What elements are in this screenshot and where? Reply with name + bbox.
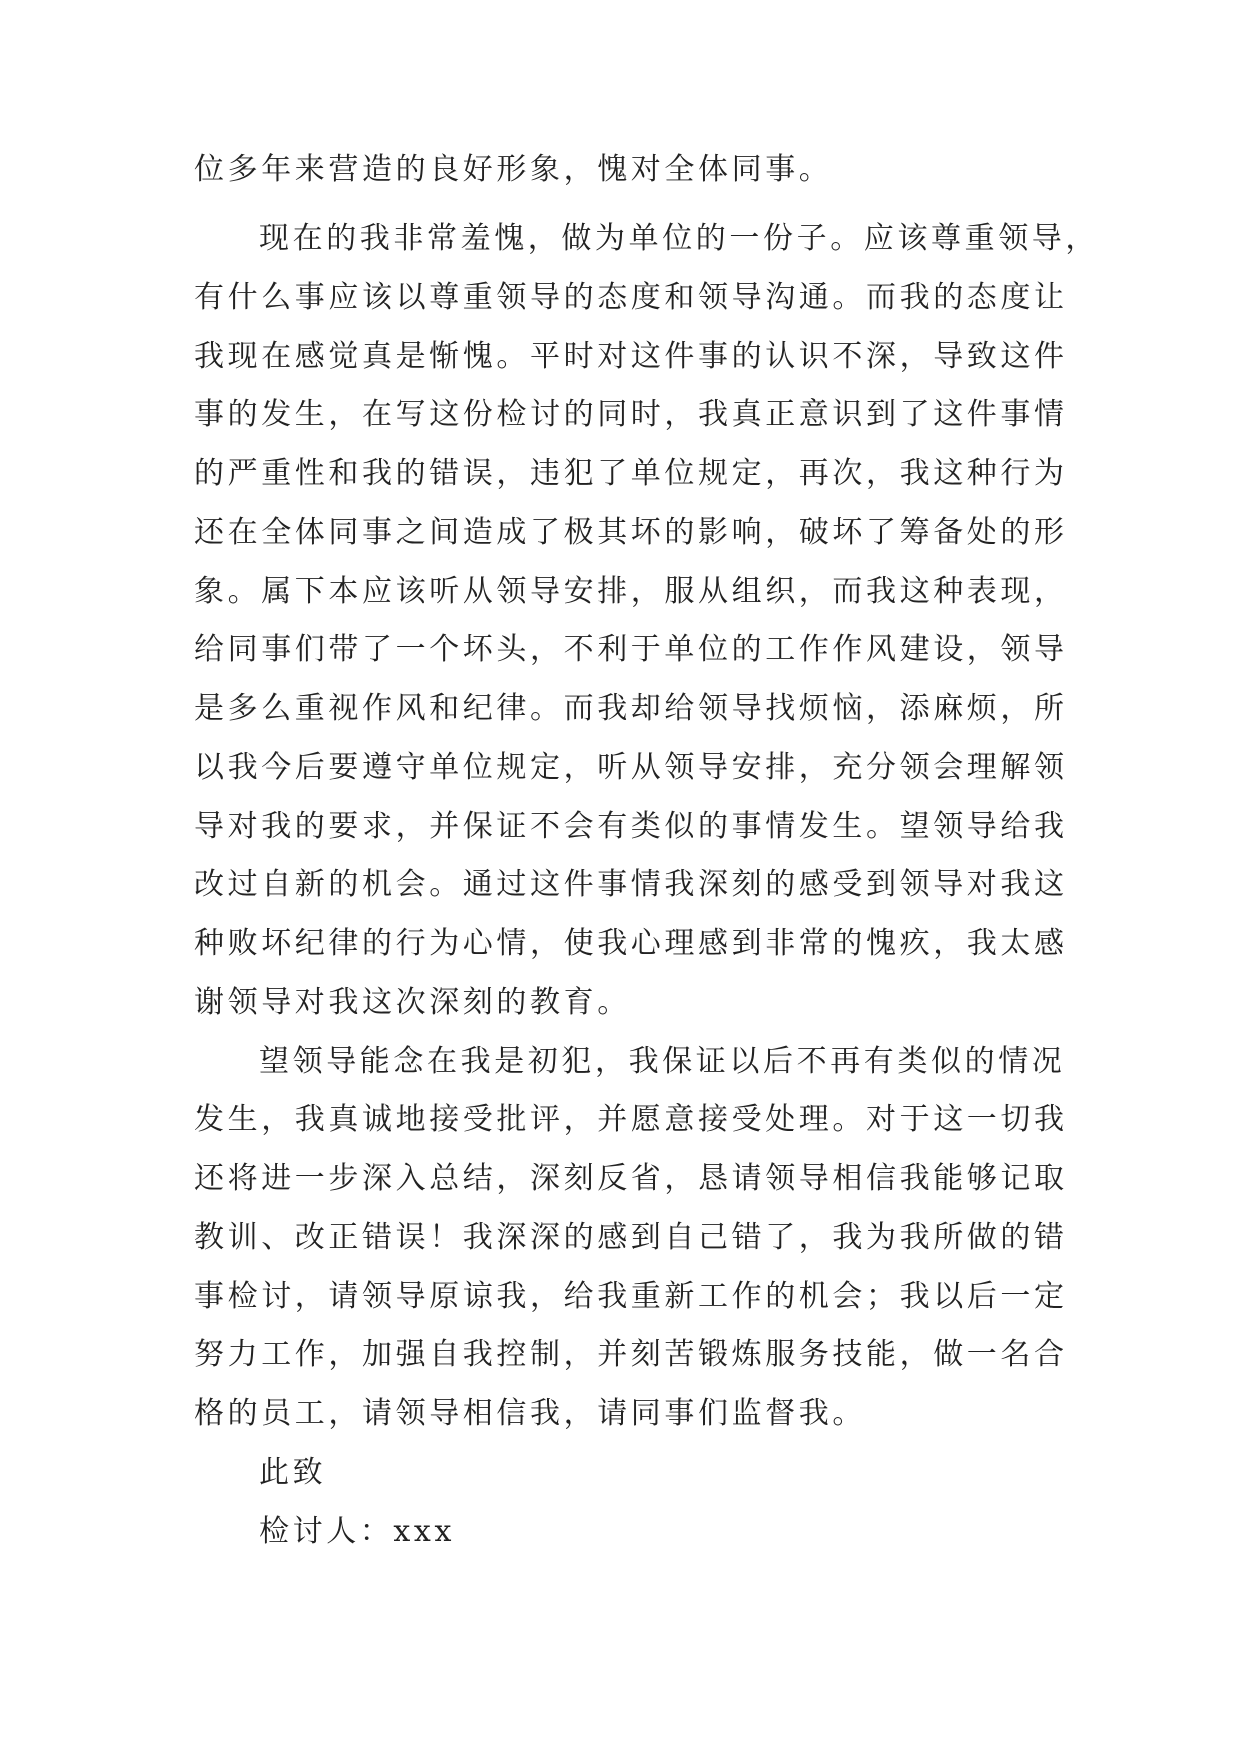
text-line-11: 以我今后要遵守单位规定，听从领导安排，充分领会理解领 (194, 750, 1068, 785)
text-line-17: 发生，我真诚地接受批评，并愿意接受处理。对于这一切我 (194, 1102, 1068, 1137)
text-line-2: 现在的我非常羞愧，做为单位的一份子。应该尊重领导， (259, 221, 1099, 256)
text-line-22: 格的员工，请领导相信我，请同事们监督我。 (194, 1396, 866, 1431)
text-line-10: 是多么重视作风和纪律。而我却给领导找烦恼，添麻烦，所 (194, 691, 1068, 726)
text-line-5: 事的发生，在写这份检讨的同时，我真正意识到了这件事情 (194, 397, 1068, 432)
text-line-19: 教训、改正错误！我深深的感到自己错了，我为我所做的错 (194, 1220, 1068, 1255)
text-line-18: 还将进一步深入总结，深刻反省，恳请领导相信我能够记取 (194, 1161, 1068, 1196)
text-line-3: 有什么事应该以尊重领导的态度和领导沟通。而我的态度让 (194, 280, 1068, 315)
text-line-8: 象。属下本应该听从领导安排，服从组织，而我这种表现， (194, 574, 1068, 609)
text-line-15: 谢领导对我这次深刻的教育。 (194, 985, 631, 1020)
text-line-21: 努力工作，加强自我控制，并刻苦锻炼服务技能，做一名合 (194, 1337, 1068, 1372)
text-line-16: 望领导能念在我是初犯，我保证以后不再有类似的情况 (259, 1044, 1066, 1079)
text-line-4: 我现在感觉真是惭愧。平时对这件事的认识不深，导致这件 (194, 339, 1068, 374)
text-line-20: 事检讨，请领导原谅我，给我重新工作的机会；我以后一定 (194, 1279, 1068, 1314)
text-line-12: 导对我的要求，并保证不会有类似的事情发生。望领导给我 (194, 809, 1068, 844)
text-line-14: 种败坏纪律的行为心情，使我心理感到非常的愧疚，我太感 (194, 926, 1068, 961)
text-line-13: 改过自新的机会。通过这件事情我深刻的感受到领导对我这 (194, 867, 1068, 902)
closing-salutation: 此致 (259, 1455, 327, 1490)
text-line-7: 还在全体同事之间造成了极其坏的影响，破坏了筹备处的形 (194, 515, 1068, 550)
text-line-9: 给同事们带了一个坏头，不利于单位的工作作风建设，领导 (194, 632, 1068, 667)
text-line-1: 位多年来营造的良好形象，愧对全体同事。 (194, 152, 833, 187)
signature-line: 检讨人：xxx (259, 1514, 455, 1549)
text-line-6: 的严重性和我的错误，违犯了单位规定，再次，我这种行为 (194, 456, 1068, 491)
